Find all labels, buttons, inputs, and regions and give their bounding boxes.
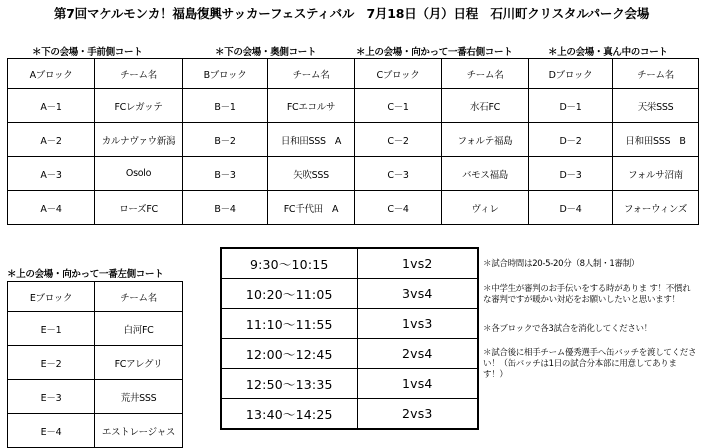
- schedule-row: [221, 369, 478, 399]
- block-e-caption: ＊上の会場・向かって一番左側コート: [7, 269, 164, 280]
- note-match-time: ＊試合時間は20-5-20分（8人制・1審制）: [483, 259, 640, 269]
- table-row: D－4 フォーウィンズ: [529, 191, 699, 225]
- match-pairing: 1vs4: [357, 369, 478, 399]
- note-badge: ＊試合後に相手チーム優秀選手へ缶バッチを渡してください！（缶バッチは1日の試合分本部に用意してあります！）: [483, 348, 697, 380]
- table-row: A－1 FCレガッテ: [8, 89, 183, 123]
- note-three-matches: ＊各ブロックで各3試合を消化してください！: [483, 324, 652, 334]
- time-slot: 12:00～12:45: [221, 339, 357, 369]
- table-row: E－2 FCアレグリ: [8, 346, 183, 380]
- time-slot: 10:20～11:05: [221, 279, 357, 309]
- team-header: チーム名: [95, 59, 183, 89]
- team-header: チーム名: [613, 59, 699, 89]
- block-e-table: [7, 281, 183, 448]
- table-row: A－2 カルナヴァウ新潟: [8, 123, 183, 157]
- time-slot: 9:30～10:15: [221, 248, 357, 279]
- table-row: B－1 FCエコルサ: [183, 89, 355, 123]
- block-c-caption: ＊上の会場・向かって一番右側コート: [356, 47, 513, 58]
- time-slot: 13:40～14:25: [221, 399, 357, 430]
- table-row: E－1 白河FC: [8, 312, 183, 346]
- team-header: チーム名: [95, 282, 183, 312]
- block-header: Cブロック: [355, 59, 442, 89]
- schedule-row: [221, 309, 478, 339]
- time-slot: 12:50～13:35: [221, 369, 357, 399]
- table-row: C－4 ヴィレ: [355, 191, 529, 225]
- table-row: A－4 ローズFC: [8, 191, 183, 225]
- table-row: B－3 矢吹SSS: [183, 157, 355, 191]
- schedule-row: [221, 399, 478, 430]
- block-c-table: [354, 58, 529, 225]
- match-pairing: 2vs4: [357, 339, 478, 369]
- table-row: D－1 天栄SSS: [529, 89, 699, 123]
- table-row: E－3 荒井SSS: [8, 380, 183, 414]
- team-header: チーム名: [268, 59, 355, 89]
- table-row: C－3 バモス福島: [355, 157, 529, 191]
- schedule-row: [221, 339, 478, 369]
- match-schedule-table: [220, 247, 479, 430]
- block-d-caption: ＊上の会場・真ん中のコート: [548, 47, 668, 58]
- time-slot: 11:10～11:55: [221, 309, 357, 339]
- table-row: C－1 水石FC: [355, 89, 529, 123]
- block-header: Dブロック: [529, 59, 613, 89]
- note-referee: ＊中学生が審判のお手伝いをする時がありま す！不慣れな審判ですが暖かい対応をお願いしたいと思います！: [483, 284, 691, 305]
- block-b-table: [182, 58, 355, 225]
- block-header: Bブロック: [183, 59, 268, 89]
- table-row: B－2 日和田SSS A: [183, 123, 355, 157]
- table-row: C－2 フォルテ福島: [355, 123, 529, 157]
- block-a-caption: ＊下の会場・手前側コート: [32, 47, 143, 58]
- table-row: B－4 FC千代田 A: [183, 191, 355, 225]
- block-d-table: [528, 58, 699, 225]
- match-pairing: 1vs3: [357, 309, 478, 339]
- block-b-caption: ＊下の会場・奥側コート: [215, 47, 317, 58]
- table-row: A－3 Osolo: [8, 157, 183, 191]
- schedule-row: [221, 279, 478, 309]
- block-header: Aブロック: [8, 59, 95, 89]
- table-row: D－3 フォルサ沼南: [529, 157, 699, 191]
- table-row: D－2 日和田SSS B: [529, 123, 699, 157]
- block-a-table: [7, 58, 183, 225]
- table-row: E－4 エストレージャス: [8, 414, 183, 448]
- team-header: チーム名: [442, 59, 529, 89]
- match-pairing: 3vs4: [357, 279, 478, 309]
- match-pairing: 1vs2: [357, 248, 478, 279]
- schedule-row: [221, 248, 478, 279]
- match-pairing: 2vs3: [357, 399, 478, 430]
- block-header: Eブロック: [8, 282, 95, 312]
- page-title: 第7回マケルモンカ！福島復興サッカーフェスティバル 7月18日（月）日程 石川町クリスタルパーク会場: [53, 6, 650, 21]
